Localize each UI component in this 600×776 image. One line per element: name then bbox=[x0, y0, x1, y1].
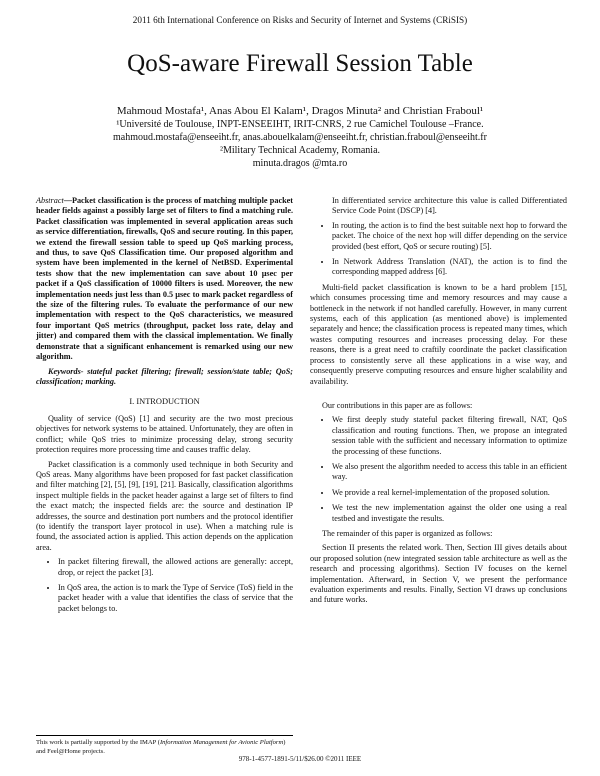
author-block bbox=[0, 104, 600, 170]
section-heading-intro: I. INTRODUCTION bbox=[129, 397, 200, 407]
author-names: Mahmoud Mostafa¹, Anas Abou El Kalam¹, Dragos Minuta² and Christian Fraboul¹ bbox=[116, 105, 484, 117]
affiliation-1: ¹Université de Toulouse, INPT-ENSEEIHT, IRIT-CNRS, 2 rue Camichel Toulouse –France. bbox=[116, 119, 484, 131]
emails-1: mahmoud.mostafa@enseeiht.fr, anas.abouelkalam@enseeiht.fr, christian.fraboul@enseeiht.fr bbox=[113, 132, 487, 144]
abstract-text: —Packet classification is the process of matching multiple packet header fields against a possibly large set of filters to find a matching rule. Packet classification was implemented in several application areas such as service differentiation, firewalls, QoS and secure routing. In this paper, we extend the firewall session table to speed up QoS marking process, and thus, to save QoS Classification time. Our proposed algorithm and system have been implemented in the kernel of NetBSD. Experimental tests show that the new implementation can save about 10 µsec per packet if a QoS classification of 10000 filters is used. Moreover, the new implementation needs just less than 0.5 µsec to mark packet regardless of the size of the filtering rules. To evaluate the performance of our new implementation with respect to the QoS characteristics, we measured four important QoS metrics (throughput, packet loss rate, delay and jitter) and compared them with the classical implementation. We finally demonstrate that a significant enhancement is remarked using our new algorithm. bbox=[36, 196, 293, 362]
footnote bbox=[36, 735, 293, 756]
intro-paragraph-1: Quality of service (QoS) [1] and security are the two most precious objectives for network systems to be attained. Unfortunately, they are often in conflict; while QoS tries to minimize processing delay, strong security protection requires more processing time and causes traffic delay. bbox=[36, 413, 293, 455]
sections-overview: Section II presents the related work. Then, Section III gives details about our proposed solution (new integrated session table architecture as well as the research and processing algorithms). Section IV focuses on the kernel implementation. Afterward, in Section V, we present the performance evaluation experiments and results. Finally, Section VI draws up conclusions and future works. bbox=[310, 543, 567, 605]
application-list bbox=[36, 557, 293, 614]
contributions-intro: Our contributions in this paper are as follows: bbox=[322, 400, 473, 410]
multi-field-paragraph: Multi-field packet classification is known to be a hard problem [15], which consumes processing time and memory resources and may cause a bottleneck in the network if not handled carefully. However, in many current systems, each of this application (as mentioned above) is implemented separately and hence; the classification process is repeated many times, which wastes computing resources and increases processing delay. For these reasons, there is a great need to craftily coordinate the packet classification process to consistently serve all these applications in a wise way, and consequently preserve computing resources and ensure higher scalability and availability. bbox=[310, 282, 567, 386]
abstract bbox=[36, 196, 293, 363]
application-list-continued bbox=[310, 221, 567, 278]
copyright-footer: 978-1-4577-1891-5/11/$26.00 ©2011 IEEE bbox=[238, 755, 362, 763]
list-item: • In QoS area, the action is to mark the Type of Service (ToS) field in the packet header with a value that identifies the class of service that the packet belongs to. bbox=[58, 583, 293, 614]
contributions-list bbox=[310, 415, 567, 524]
keywords: Keywords- stateful packet filtering; firewall; session/state table; QoS; classification; marking. bbox=[36, 366, 293, 386]
list-item: • In packet filtering firewall, the allowed actions are generally: accept, drop, or reject the packet [3]. bbox=[58, 557, 293, 578]
email-2: minuta.dragos @mta.ro bbox=[252, 158, 348, 170]
conference-header: 2011 6th International Conference on Risks and Security of Internet and Systems (CRiSIS) bbox=[132, 15, 468, 25]
footnote-text-2: ) and Feel@Home projects. bbox=[36, 739, 286, 755]
left-column bbox=[36, 196, 293, 619]
paper-title: QoS-aware Firewall Session Table bbox=[127, 50, 473, 77]
remainder-intro: The remainder of this paper is organized as follows: bbox=[322, 528, 493, 538]
abstract-label: Abstract bbox=[36, 196, 64, 205]
intro-paragraph-2: Packet classification is a commonly used technique in both Security and QoS areas. Many algorithms have been proposed for fast packet classification and filter matching [2], [5], [9], [19], [21]. Basically, classification algorithms inspect multiple fields in the packet header against a large set of filters to find the exact match; the inspected fields are: the source and destination IP addresses, the source and destination port numbers and the protocol identifier (to identify the transport layer protocol in use). When a matching rule is found, the associated action is applied. This action depends on the application area. bbox=[36, 459, 293, 552]
list-item: • We provide a real kernel-implementation of the proposed solution. bbox=[332, 488, 567, 498]
list-item: • In Network Address Translation (NAT), the action is to find the corresponding mapped address [6]. bbox=[332, 257, 567, 278]
affiliation-2: ²Military Technical Academy, Romania. bbox=[219, 145, 381, 157]
right-column bbox=[310, 196, 567, 610]
footnote-italic: Information Management for Avionic Platform bbox=[159, 739, 284, 746]
list-item: • We also present the algorithm needed to access this table in an efficient way. bbox=[332, 462, 567, 483]
footnote-text-1: This work is partially supported by the IMAP ( bbox=[36, 739, 160, 746]
list-item: • We test the new implementation against the older one using a real testbed and investigate the results. bbox=[332, 503, 567, 524]
continued-text: In differentiated service architecture this value is called Differentiated Service Code Point (DSCP) [4]. bbox=[332, 196, 567, 216]
list-item: • In routing, the action is to find the best suitable next hop to forward the packet. The choice of the next hop will differ depending on the service provided (best effort, QoS or secure routing) [5]. bbox=[332, 221, 567, 252]
list-item: • We first deeply study stateful packet filtering firewall, NAT, QoS classification and routing functions. Then, we propose an integrated session table with the sufficient and necessary information to optimize the processing of these functions. bbox=[332, 415, 567, 457]
